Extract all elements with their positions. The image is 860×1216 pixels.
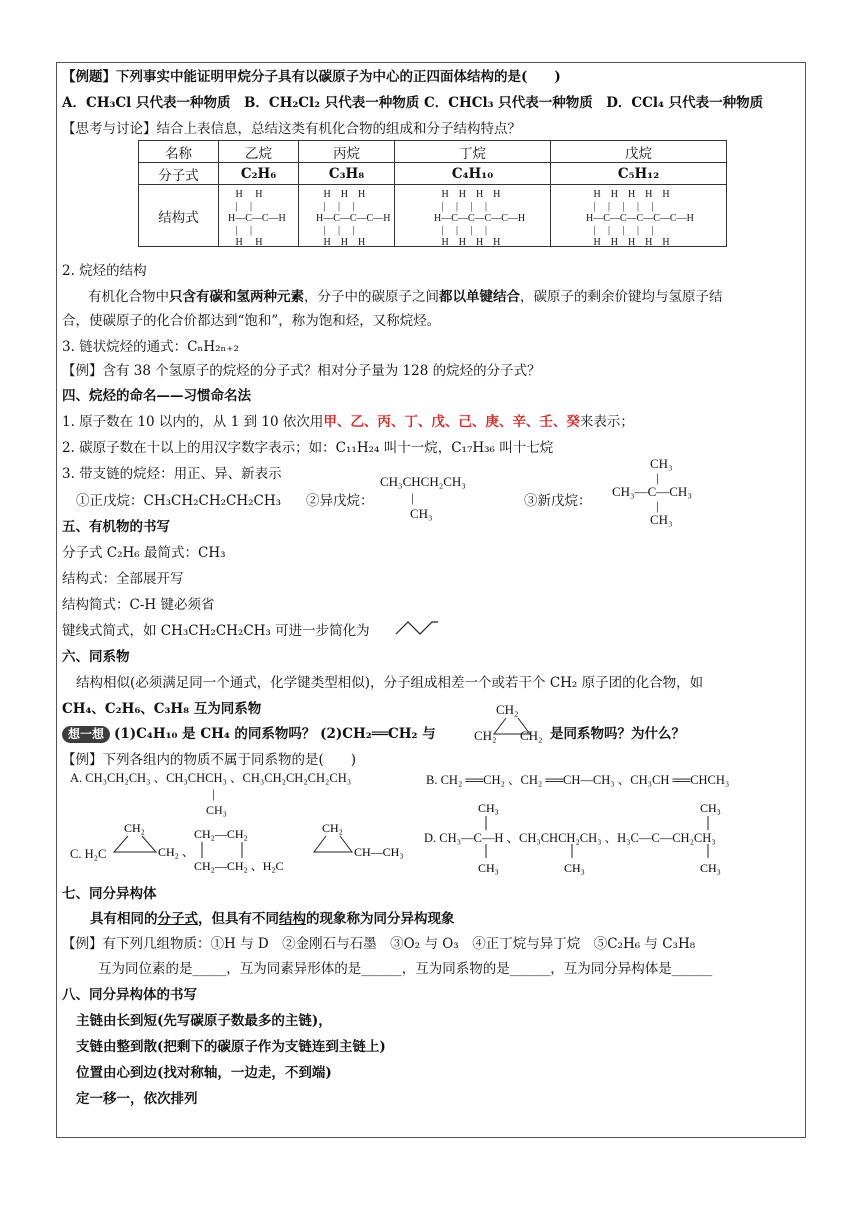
cell-formula-propane: C₃H₈ [299, 163, 395, 185]
row-header-structure: 结构式 [139, 185, 219, 247]
isomer-definition: 具有相同的分子式，但具有不同结构的现象称为同分异构现象 [90, 911, 455, 927]
writing-4: 键线式简式，如 CH₃CH₂CH₂CH₃ 可进一步简化为 [62, 623, 370, 639]
example1-options: A．CH₃Cl 只代表一种物质 B．CH₂Cl₂ 只代表一种物质 C．CHCl₃ 只代表一种物质 D．CCl₄ 只代表一种物质 [62, 95, 764, 111]
section-2-title: 2. 烷烃的结构 [62, 263, 147, 279]
discussion-prompt: 【思考与讨论】结合上表信息，总结这类有机化合物的组成和分子结构特点？ [62, 121, 521, 137]
ethane-structure-figure: H H | | H—C—C—H | | H H [228, 189, 286, 248]
row-header-formula: 分子式 [139, 163, 219, 185]
isopentane-label: ②异戊烷： [306, 493, 374, 509]
svg-text:CH₃: CH₃ [478, 801, 499, 815]
svg-text:CH₂: CH₂ [124, 821, 145, 835]
option-c-label: C. H₂C [70, 847, 107, 861]
homolog-definition: 结构相似(必须满足同一个通式，化学键类型相似)，分子组成相差一个或若干个 CH₂ 原子团的化合物，如 [76, 675, 704, 691]
cyclopropane-right: CH₂ [520, 728, 543, 743]
heading-naming: 四、烷烃的命名——习惯命名法 [62, 388, 251, 404]
neopentane-label: ③新戊烷： [524, 493, 592, 509]
think-badge: 想一想 [62, 726, 110, 743]
example1-question: 【例题】下列事实中能证明甲烷分子具有以碳原子为中心的正四面体结构的是( ) [62, 69, 561, 85]
option-a-branch: CH₃ [206, 803, 227, 817]
heading-writing: 五、有机物的书写 [62, 519, 170, 535]
option-b: B. CH₂ ══CH₂ 、CH₂ ══CH—CH₃ 、CH₃CH ══CHCH₃ [426, 773, 730, 787]
neopentane-top: CH₃ [650, 456, 673, 471]
writing-1: 分子式 C₂H₆ 最简式：CH₃ [62, 545, 226, 561]
isopentane-main-chain: CH₃CHCH₂CH₃ [380, 474, 466, 489]
cell-name-propane: 丙烷 [299, 141, 395, 163]
pentane-structure-figure: H H H H H | | | | | H—C—C—C—C—C—H | | | | | H H H H H [586, 189, 694, 248]
example-4-answers: 互为同位素的是_____，互为同素异形体的是______，互为同系物的是______，互为同分异构体是______ [98, 961, 713, 977]
skeletal-formula-figure [394, 618, 440, 638]
isomer-rule-4: 定一移一，依次排列 [76, 1091, 198, 1107]
naming-rule-1: 1. 原子数在 10 以内的，从 1 到 10 依次用甲、乙、丙、丁、戊、己、庚、辛、壬、癸来表示； [62, 414, 634, 430]
svg-text:CH—CH₃: CH—CH₃ [354, 845, 404, 859]
neopentane-bond-bottom: | [656, 498, 659, 513]
svg-text:CH₃: CH₃ [564, 861, 585, 875]
isomer-rule-2: 支链由整到散(把剩下的碳原子作为支链连到主链上) [76, 1039, 386, 1055]
example-2: 【例】含有 38 个氢原子的烷烃的分子式？相对分子量为 128 的烷烃的分子式？ [62, 363, 541, 379]
svg-text:CH₂ 、: CH₂ 、 [158, 845, 194, 859]
think-question-end: 是同系物吗？为什么？ [550, 726, 685, 742]
svg-text:CH₃: CH₃ [700, 861, 721, 875]
heading-isomers: 七、同分异构体 [62, 886, 157, 902]
option-a-bond: | [212, 786, 215, 801]
section-2-paragraph: 有机化合物中只含有碳和氢两种元素，分子中的碳原子之间都以单键结合，碳原子的剩余价键均与氢原子结 [88, 289, 723, 305]
homolog-example: CH₄、C₂H₆、C₃H₈ 互为同系物 [62, 701, 262, 717]
think-question: 想一想 (1)C₄H₁₀ 是 CH₄ 的同系物吗？ (2)CH₂══CH₂ 与 [62, 725, 436, 743]
isomer-rule-1: 主链由长到短(先写碳原子数最多的主链)， [76, 1013, 332, 1029]
cell-name-butane: 丁烷 [395, 141, 551, 163]
neopentane-middle: CH₃—C—CH₃ [612, 484, 692, 499]
example-4: 【例】有下列几组物质：①H 与 D ②金刚石与石墨 ③O₂ 与 O₃ ④正丁烷与异丁烷 ⑤C₂H₆ 与 C₃H₈ [62, 936, 696, 952]
option-a: A. CH₃CH₂CH₃ 、CH₃CHCH₃ 、CH₃CH₂CH₂CH₂CH₃ [70, 771, 352, 785]
section-2-paragraph-cont: 合，使碳原子的化合价都达到“饱和”，称为饱和烃，又称烷烃。 [62, 313, 441, 329]
n-pentane: ①正戊烷：CH₃CH₂CH₂CH₂CH₃ [76, 493, 282, 509]
naming-rule-3: 3. 带支链的烷烃：用正、异、新表示 [62, 466, 282, 482]
svg-text:CH₃: CH₃ [700, 801, 721, 815]
row-header-name: 名称 [139, 141, 219, 163]
writing-2: 结构式：全部展开写 [62, 571, 184, 587]
isopentane-branch: CH₃ [410, 506, 433, 521]
option-d: D. CH₃—C—H 、CH₃CHCH₂CH₃ 、H₃C—C—CH₂CH₃ [424, 831, 716, 845]
example-3: 【例】下列各组内的物质不属于同系物的是( ) [62, 752, 357, 768]
cell-name-pentane: 戊烷 [551, 141, 727, 163]
neopentane-bottom: CH₃ [650, 512, 673, 527]
heading-isomer-writing: 八、同分异构体的书写 [62, 987, 197, 1003]
isopentane-bond: | [411, 490, 414, 505]
heading-homologs: 六、同系物 [62, 649, 130, 665]
svg-text:CH₂—CH₂: CH₂—CH₂ [194, 827, 248, 841]
cell-formula-butane: C₄H₁₀ [395, 163, 551, 185]
neopentane-bond-top: | [656, 470, 659, 485]
svg-text:CH₃: CH₃ [478, 861, 499, 875]
naming-rule-2: 2. 碳原子数在十以上的用汉字数字表示；如：C₁₁H₂₄ 叫十一烷，C₁₇H₃₆ 叫十七烷 [62, 440, 554, 456]
writing-3: 结构简式：C-H 键必须省 [62, 597, 215, 613]
isomer-rule-3: 位置由心到边(找对称轴，一边走，不到端) [76, 1065, 332, 1081]
general-formula: 3. 链状烷烃的通式：CₙH₂ₙ₊₂ [62, 339, 239, 355]
cyclopropane-top: CH₂ [496, 702, 519, 717]
cell-formula-pentane: C₅H₁₂ [551, 163, 727, 185]
cell-formula-ethane: C₂H₆ [219, 163, 299, 185]
cell-name-ethane: 乙烷 [219, 141, 299, 163]
butane-structure-figure: H H H H | | | | H—C—C—C—C—H | | | | H H H H [434, 189, 526, 248]
svg-text:CH₂: CH₂ [322, 821, 343, 835]
cyclopropane-left: CH₂ [474, 728, 497, 743]
option-c-rings-figure [106, 820, 416, 876]
svg-text:CH₂—CH₂ 、H₂C: CH₂—CH₂ 、H₂C [194, 859, 284, 873]
propane-structure-figure: H H H | | | H—C—C—C—H | | | H H H [316, 189, 391, 248]
